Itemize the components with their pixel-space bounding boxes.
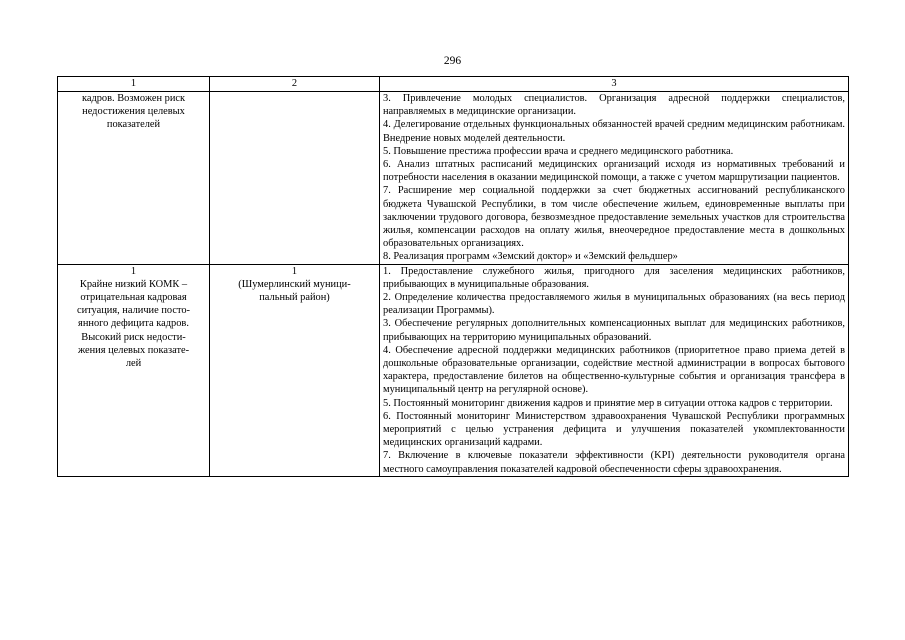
- measure-item: 3. Привлечение молодых специалистов. Организация адресной поддержки специалистов, направляемых в медицинские организации.: [383, 93, 845, 118]
- risk-description-cell: 1 Крайне низкий КОМК – отрицательная кадровая ситуация, наличие посто- янного дефицита кадров. Высокий риск недости- жения целевых показате- лей: [58, 264, 210, 476]
- measure-item: 1. Предоставление служебного жилья, пригодного для заселения медицинских работников, прибывающих в муниципальные образования.: [383, 265, 845, 290]
- measures-cell: [380, 92, 849, 265]
- municipality-cell: [210, 92, 380, 265]
- risk-description-cell: кадров. Возможен риск недостижения целевых показателей: [58, 92, 210, 265]
- measure-item: 4. Делегирование отдельных функциональных обязанностей врачей средним медицинским работникам. Внедрение новых моделей деятельности.: [383, 119, 845, 144]
- column-header-3: 3: [380, 77, 849, 92]
- measure-item: 5. Постоянный мониторинг движения кадров и принятие мер в ситуации оттока кадров с территории.: [383, 397, 833, 409]
- page-number: 296: [443, 55, 462, 67]
- measures-cell: [380, 264, 849, 476]
- table-header-row: [58, 77, 849, 92]
- column-header-1: 1: [58, 77, 210, 92]
- measure-item: 6. Постоянный мониторинг Министерством здравоохранения Чувашской Республики программных мероприятий с целью устранения дефицита и улучшения показателей укомплектованности медицинских организаций кадрами.: [383, 410, 845, 449]
- measure-item: 2. Определение количества предоставляемого жилья в муниципальных образованиях (на весь период реализации Программы).: [383, 292, 845, 317]
- measure-item: 7. Расширение мер социальной поддержки за счет бюджетных ассигнований республиканского бюджета Чувашской Республики, в том числе обеспечение жильем, единовременные выплаты при заключении трудового договора, безвозмездное предоставление земельных участков для строительства жилья, компенсации расходов на оплату жилья, внеочередное предоставление места в дошкольных образовательных организациях.: [383, 185, 845, 250]
- measure-item: 3. Обеспечение регулярных дополнительных компенсационных выплат для медицинских работников, прибывающих на территорию муниципальных образований.: [383, 318, 845, 343]
- measure-item: 7. Включение в ключевые показатели эффективности (KPI) деятельности руководителя органа местного самоуправления показателей кадровой обеспеченности сферы здравоохранения.: [383, 450, 845, 475]
- table-row: [58, 264, 849, 476]
- table-row: [58, 92, 849, 265]
- measure-item: 8. Реализация программ «Земский доктор» и «Земский фельдшер»: [383, 251, 678, 263]
- column-header-2: 2: [210, 77, 380, 92]
- measure-item: 4. Обеспечение адресной поддержки медицинских работников (приоритетное право приема детей в дошкольные образовательные организации, содействие местной администрации в вопросах бытового характера, предоставление билетов на общественно-культурные события и организация трансфера в муниципальный центр на регулярной основе).: [383, 344, 845, 396]
- measure-item: 6. Анализ штатных расписаний медицинских организаций исходя из нормативных требований и потребности населения в оказании медицинской помощи, а также с учетом маршрутизации пациентов.: [383, 159, 845, 184]
- measures-table: [57, 76, 849, 477]
- municipality-cell: 1 (Шумерлинский муници- пальный район): [210, 264, 380, 476]
- measure-item: 5. Повышение престижа профессии врача и среднего медицинского работника.: [383, 145, 734, 157]
